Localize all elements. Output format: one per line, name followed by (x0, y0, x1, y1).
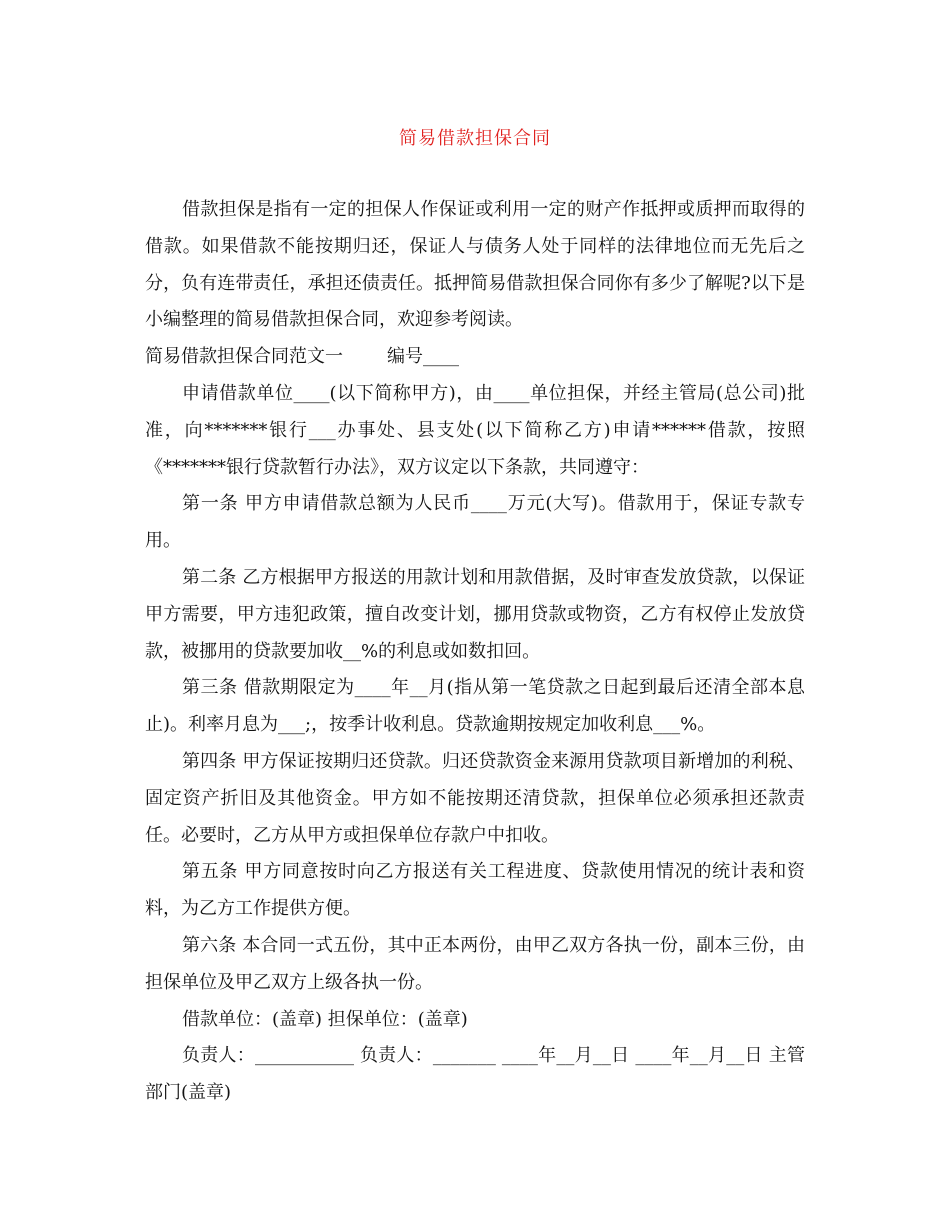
sample-heading: 简易借款担保合同范文一 (145, 346, 343, 368)
article-1: 第一条 甲方申请借款总额为人民币____万元(大写)。借款用于，保证专款专用。 (145, 493, 805, 552)
article-6: 第六条 本合同一式五份，其中正本两份，由甲乙双方各执一份，副本三份，由担保单位及甲乙双方上级各执一份。 (145, 934, 805, 993)
document-title: 简易借款担保合同 (399, 128, 551, 149)
intro-paragraph: 借款担保是指有一定的担保人作保证或利用一定的财产作抵押或质押而取得的借款。如果借款不能按期归还，保证人与债务人处于同样的法律地位而无先后之分，负有连带责任，承担还债责任。抵押简易借款担保合同你有多少了解呢?以下是小编整理的简易借款担保合同，欢迎参考阅读。 (145, 199, 805, 331)
document-body (145, 192, 805, 1112)
signature-persons-line: 负责人：___________ 负责人：_______ ____年__月__日 ____年__月__日 主管部门(盖章) (145, 1045, 805, 1104)
article-4: 第四条 甲方保证按期归还贷款。归还贷款资金来源用贷款项目新增加的利税、固定资产折旧及其他资金。甲方如不能按期还清贷款，担保单位必须承担还款责任。必要时，乙方从甲方或担保单位存款户中扣收。 (145, 750, 805, 846)
contract-number-label: 编号____ (387, 346, 459, 368)
article-5: 第五条 甲方同意按时向乙方报送有关工程进度、贷款使用情况的统计表和资料，为乙方工作提供方便。 (145, 861, 805, 920)
preamble-paragraph: 申请借款单位____(以下简称甲方)，由____单位担保，并经主管局(总公司)批准，向*******银行___办事处、县支处(以下简称乙方)申请******借款，按照《*******银行贷款暂行办法》，双方议定以下条款，共同遵守： (145, 382, 805, 478)
article-2: 第二条 乙方根据甲方报送的用款计划和用款借据，及时审查发放贷款，以保证甲方需要，甲方违犯政策，擅自改变计划，挪用贷款或物资，乙方有权停止发放贷款，被挪用的贷款要加收__%的利息或如数扣回。 (145, 566, 805, 662)
sample-heading-line (145, 339, 805, 376)
signature-units-line: 借款单位：(盖章) 担保单位：(盖章) (182, 1008, 468, 1030)
article-3: 第三条 借款期限定为____年__月(指从第一笔贷款之日起到最后还清全部本息止)。利率月息为___;，按季计收利息。贷款逾期按规定加收利息___%。 (145, 677, 805, 736)
